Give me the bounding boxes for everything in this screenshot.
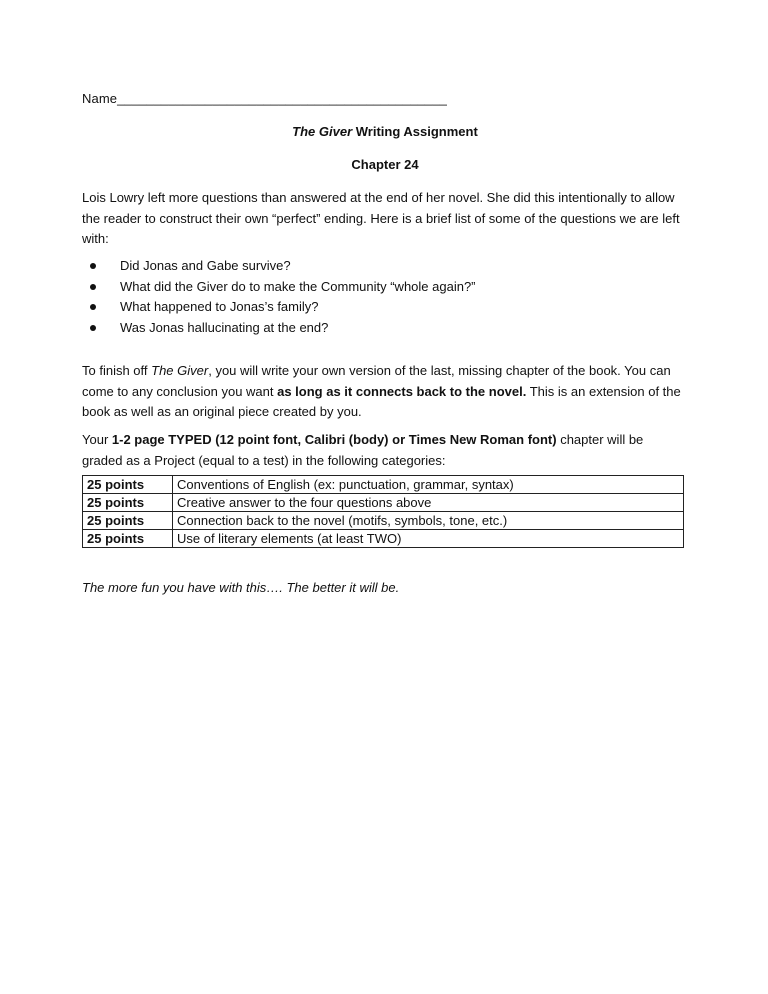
bullet-icon: [90, 325, 96, 331]
instructions-paragraph: [82, 361, 686, 423]
table-row: [83, 530, 684, 548]
list-item: [82, 277, 476, 298]
bullet-icon: [90, 304, 96, 310]
book-title-inline: The Giver: [151, 363, 209, 378]
title-rest: Writing Assignment: [352, 124, 478, 139]
table-row: [83, 494, 684, 512]
book-title: The Giver: [292, 124, 353, 139]
instructions-text: , you will write your own version of the last, missing chapter of the book. You can come to any conclusion you want: [82, 363, 671, 399]
closing-remark: The more fun you have with this…. The better it will be.: [82, 580, 400, 595]
instructions-text: This is an extension of the book as well as an original piece created by you.: [82, 383, 681, 419]
format-paragraph: [82, 430, 686, 471]
points-cell: 25 points: [83, 530, 173, 548]
points-cell: 25 points: [83, 494, 173, 512]
instructions-text: To finish off: [82, 363, 152, 378]
chapter-heading: Chapter 24: [351, 157, 419, 172]
name-label: Name: [82, 91, 118, 106]
format-requirements: 1-2 page TYPED (12 point font, Calibri (body) or Times New Roman font): [111, 432, 557, 447]
list-item: [82, 297, 476, 318]
bullet-icon: [90, 263, 96, 269]
list-item: [82, 318, 476, 339]
question-list: [82, 256, 476, 338]
category-cell: Use of literary elements (at least TWO): [173, 530, 684, 548]
table-row: [83, 476, 684, 494]
name-blank-line: _____________________________________________: [117, 91, 447, 106]
list-item: [82, 256, 476, 277]
category-cell: Creative answer to the four questions above: [173, 494, 684, 512]
assignment-title: [82, 124, 688, 139]
question-text: Did Jonas and Gabe survive?: [120, 258, 291, 273]
emphasis-text: as long as it connects back to the novel.: [277, 383, 527, 399]
points-cell: 25 points: [83, 476, 173, 494]
grading-rubric-table: [82, 475, 684, 548]
format-text: Your: [82, 432, 112, 447]
name-field: [82, 91, 447, 106]
intro-paragraph: Lois Lowry left more questions than answered at the end of her novel. She did this intentionally to allow the reader to construct their own “perfect” ending. Here is a brief list of some of the questions we are left with:: [82, 190, 680, 246]
question-text: Was Jonas hallucinating at the end?: [120, 319, 329, 335]
bullet-icon: [90, 284, 96, 290]
category-cell: Conventions of English (ex: punctuation, grammar, syntax): [173, 476, 684, 494]
question-text: What happened to Jonas’s family?: [120, 299, 319, 314]
category-cell: Connection back to the novel (motifs, symbols, tone, etc.): [173, 512, 684, 530]
table-row: [83, 512, 684, 530]
points-cell: 25 points: [83, 512, 173, 530]
format-text: chapter will be graded as a Project (equal to a test) in the following categories:: [82, 432, 644, 468]
question-text: What did the Giver do to make the Community “whole again?”: [120, 278, 476, 294]
